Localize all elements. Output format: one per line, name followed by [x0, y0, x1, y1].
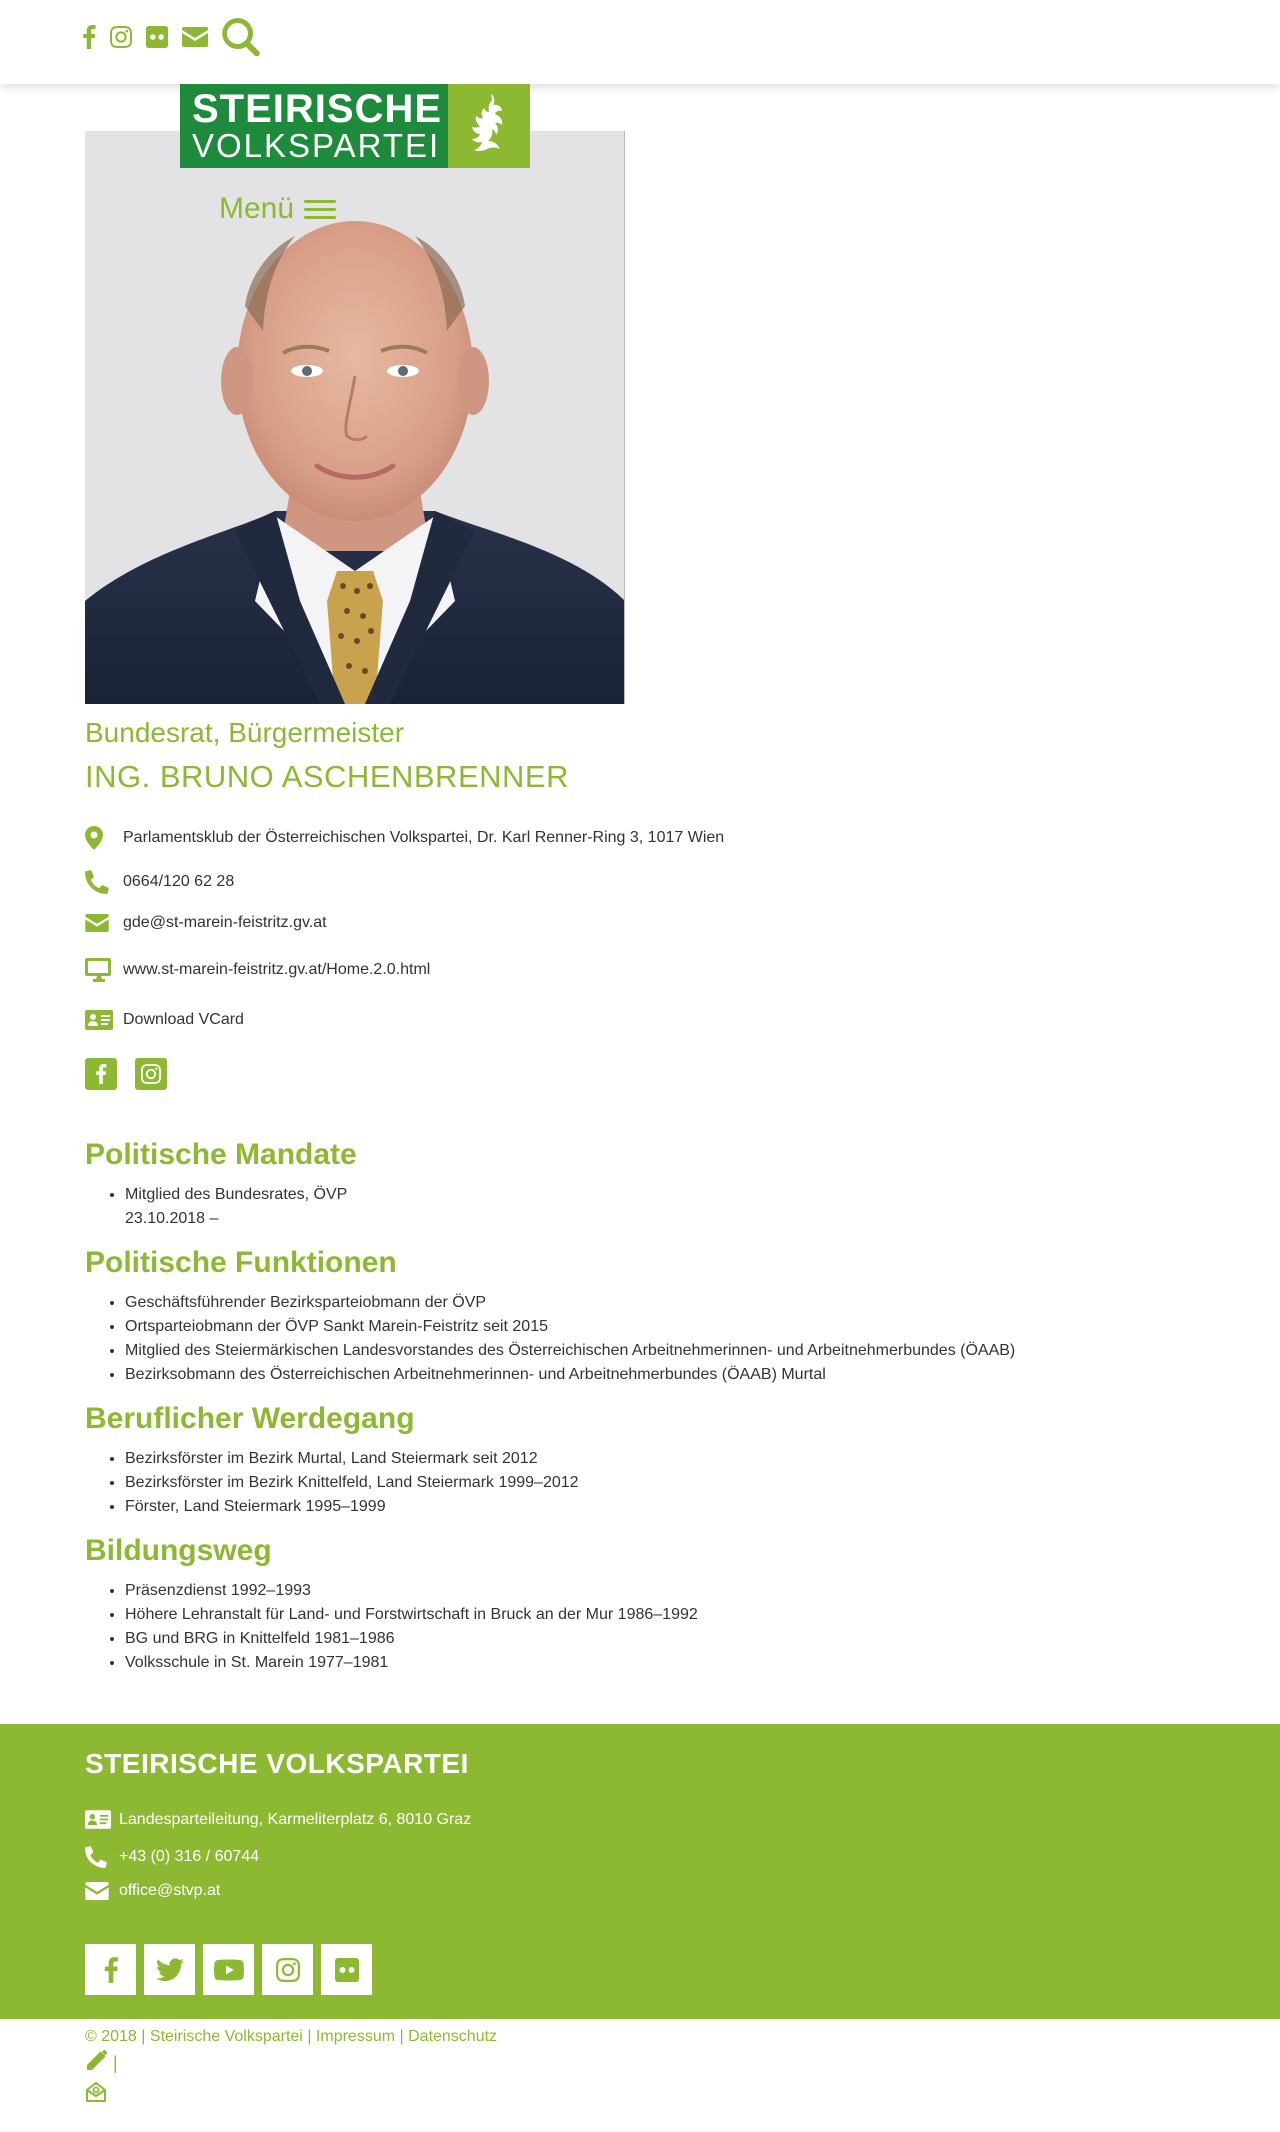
menu-label: Menü [219, 192, 295, 225]
list-item: • Geschäftsführender Bezirksparteiobmann der ÖVP [125, 1291, 1015, 1315]
instagram-icon[interactable] [110, 26, 132, 48]
address-text: Parlamentsklub der Österreichischen Volkspartei, Dr. Karl Renner-Ring 3, 1017 Wien [123, 829, 725, 846]
phone-icon [85, 870, 123, 894]
separator: | [307, 2028, 312, 2045]
address-row [85, 826, 985, 850]
website-link[interactable]: www.st-marein-feistritz.gv.at/Home.2.0.html [123, 961, 431, 978]
logo-line-2: VOLKSPARTEI [192, 127, 441, 164]
footer-email[interactable]: office@stvp.at [119, 1882, 221, 1899]
envelope-icon [85, 1882, 119, 1900]
person-subtitle: Bundesrat, Bürgermeister [85, 717, 405, 748]
list-item: • Höhere Lehranstalt für Land- und Forstwirtschaft in Bruck an der Mur 1986–1992 [125, 1603, 698, 1627]
werdegang-list [125, 1447, 579, 1519]
bottom-links [85, 2028, 497, 2046]
section-title-mandate: Politische Mandate [85, 1138, 357, 1171]
footer-title: STEIRISCHE VOLKSPARTEI [85, 1748, 469, 1779]
facebook-icon[interactable] [85, 1944, 136, 1995]
bildung-list [125, 1579, 698, 1675]
list-item: • Mitglied des Bundesrates, ÖVP [125, 1183, 347, 1207]
twitter-icon[interactable] [144, 1944, 195, 1995]
separator: | [399, 2028, 404, 2045]
footer-social-links [85, 1944, 372, 1995]
list-item: • Mitglied des Steiermärkischen Landesvorstandes des Österreichischen Arbeitnehmerinnen- und Arbeitnehmerbundes (ÖAAB) [125, 1339, 1015, 1363]
menu-button[interactable] [219, 192, 336, 226]
list-item: • Präsenzdienst 1992–1993 [125, 1579, 698, 1603]
instagram-icon[interactable] [135, 1058, 167, 1090]
header-social-icons [82, 18, 260, 56]
newsletter-icon[interactable] [85, 2090, 107, 2107]
list-item: • Bezirksobmann des Österreichischen Arbeitnehmerinnen- und Arbeitnehmerbundes (ÖAAB) Murtal [125, 1363, 1015, 1387]
flickr-icon[interactable] [321, 1944, 372, 1995]
phone-icon [85, 1846, 119, 1868]
website-row [85, 958, 985, 982]
list-item: • Förster, Land Steiermark 1995–1999 [125, 1495, 579, 1519]
list-item: • Ortsparteiobmann der ÖVP Sankt Marein-Feistritz seit 2015 [125, 1315, 1015, 1339]
vcard-row[interactable] [85, 1010, 985, 1030]
copyright-text: © 2018 [85, 2028, 137, 2045]
search-icon[interactable] [222, 18, 260, 56]
youtube-icon[interactable] [203, 1944, 254, 1995]
logo-line-1: STEIRISCHE [192, 87, 443, 131]
mandate-date: 23.10.2018 – [125, 1210, 219, 1227]
instagram-icon[interactable] [262, 1944, 313, 1995]
list-item: • Bezirksförster im Bezirk Knittelfeld, Land Steiermark 1999–2012 [125, 1471, 579, 1495]
bottom-icons [85, 2050, 118, 2108]
footer-address: Landesparteileitung, Karmeliterplatz 6, 8010 Graz [119, 1810, 472, 1828]
vcard-link[interactable]: Download VCard [123, 1011, 244, 1028]
person-social-links [85, 1058, 167, 1090]
separator: | [141, 2028, 146, 2045]
mandate-list [125, 1183, 347, 1231]
desktop-icon [85, 958, 123, 982]
pencil-icon[interactable] [85, 2050, 107, 2077]
panther-crest-icon [448, 84, 530, 168]
flickr-icon[interactable] [146, 26, 168, 48]
footer [0, 1724, 1280, 2019]
section-title-funktionen: Politische Funktionen [85, 1246, 397, 1279]
footer-address-row [85, 1810, 471, 1829]
logo-wordmark [180, 84, 448, 168]
email-icon[interactable] [182, 27, 208, 47]
footer-phone[interactable]: +43 (0) 316 / 60744 [119, 1848, 260, 1865]
person-name: ING. BRUNO ASCHENBRENNER [85, 759, 569, 794]
email-row [85, 914, 985, 932]
phone-row [85, 870, 985, 894]
separator: | [113, 2053, 118, 2073]
facebook-icon[interactable] [85, 1058, 117, 1090]
hamburger-icon [304, 195, 336, 224]
impressum-link[interactable]: Impressum [315, 2028, 396, 2045]
envelope-icon [85, 914, 123, 932]
top-bar [0, 0, 1280, 84]
map-marker-icon [85, 826, 123, 850]
vcard-icon [85, 1810, 119, 1829]
funktionen-list [125, 1291, 1015, 1387]
portrait-photo [85, 127, 625, 704]
phone-text[interactable]: 0664/120 62 28 [123, 873, 235, 890]
datenschutz-link[interactable]: Datenschutz [408, 2028, 498, 2045]
list-item: • Bezirksförster im Bezirk Murtal, Land Steiermark seit 2012 [125, 1447, 579, 1471]
footer-email-row [85, 1882, 220, 1900]
list-item: • BG und BRG in Knittelfeld 1981–1986 [125, 1627, 698, 1651]
section-title-werdegang: Beruflicher Werdegang [85, 1402, 415, 1435]
email-link[interactable]: gde@st-marein-feistritz.gv.at [123, 914, 327, 931]
org-link[interactable]: Steirische Volkspartei [149, 2028, 303, 2045]
stvp-logo[interactable] [180, 84, 530, 168]
section-title-bildung: Bildungsweg [85, 1534, 272, 1567]
footer-phone-row [85, 1846, 259, 1868]
vcard-icon [85, 1010, 123, 1030]
facebook-icon[interactable] [82, 25, 96, 49]
list-item: • Volksschule in St. Marein 1977–1981 [125, 1651, 698, 1675]
